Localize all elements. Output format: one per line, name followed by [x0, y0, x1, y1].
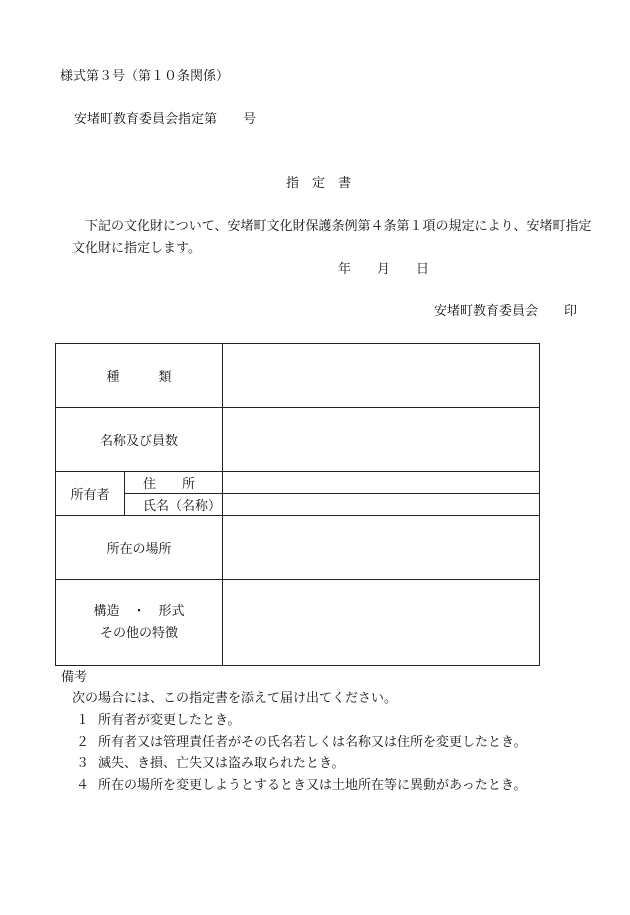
remark-item — [76, 757, 344, 770]
location-value-cell[interactable] — [223, 516, 540, 580]
issuer-seal-line: 安堵町教育委員会 印 — [434, 304, 578, 319]
structure-label-line-2: その他の特徴 — [100, 625, 179, 641]
location-label: 所在の場所 — [56, 516, 223, 580]
remark-text: 所有者が変更したとき。 — [98, 713, 241, 728]
owner-label: 所有者 — [56, 472, 125, 516]
document-title: 指 定 書 — [286, 176, 352, 191]
date-line: 年 月 日 — [338, 262, 430, 277]
kind-value-cell[interactable] — [223, 344, 540, 408]
remark-number: １ — [76, 713, 90, 728]
remark-number: ３ — [76, 756, 90, 771]
owner-name-value-cell[interactable] — [223, 494, 540, 516]
table-row-owner-name — [56, 494, 540, 516]
remark-number: ２ — [76, 735, 90, 750]
name-count-label: 名称及び員数 — [56, 408, 223, 472]
table-row-name-count — [56, 408, 540, 472]
designation-number: 安堵町教育委員会指定第 号 — [74, 112, 257, 127]
designation-table — [55, 343, 540, 666]
table-row-owner-address — [56, 472, 540, 494]
remark-item — [76, 714, 240, 727]
table-row-structure — [56, 580, 540, 666]
remark-text: 滅失、き損、亡失又は盗み取られたとき。 — [98, 756, 345, 771]
body-text-line-1: 下記の文化財について、安堵町文化財保護条例第４条第１項の規定により、安堵町指定 — [85, 219, 592, 234]
owner-address-value-cell[interactable] — [223, 472, 540, 494]
remark-item — [76, 779, 526, 792]
table-row-kind — [56, 344, 540, 408]
owner-address-label: 住 所 — [125, 472, 223, 494]
name-count-value-cell[interactable] — [223, 408, 540, 472]
owner-name-label: 氏名（名称） — [125, 494, 223, 516]
remark-text: 所在の場所を変更しようとするとき又は土地所在等に異動があったとき。 — [98, 778, 527, 793]
structure-label — [56, 580, 223, 666]
table-row-location — [56, 516, 540, 580]
remarks-intro: 次の場合には、この指定書を添えて届け出てください。 — [72, 691, 398, 706]
form-number: 様式第３号（第１０条関係） — [60, 69, 230, 84]
body-text-line-2: 文化財に指定します。 — [72, 241, 201, 256]
remark-number: ４ — [76, 778, 90, 793]
kind-label: 種 類 — [56, 344, 223, 408]
remark-item — [76, 736, 526, 749]
remarks-title: 備考 — [61, 670, 88, 685]
structure-value-cell[interactable] — [223, 580, 540, 666]
remark-text: 所有者又は管理責任者がその氏名若しくは名称又は住所を変更したとき。 — [98, 735, 527, 750]
structure-label-line-1: 構造 ・ 形式 — [93, 603, 185, 619]
